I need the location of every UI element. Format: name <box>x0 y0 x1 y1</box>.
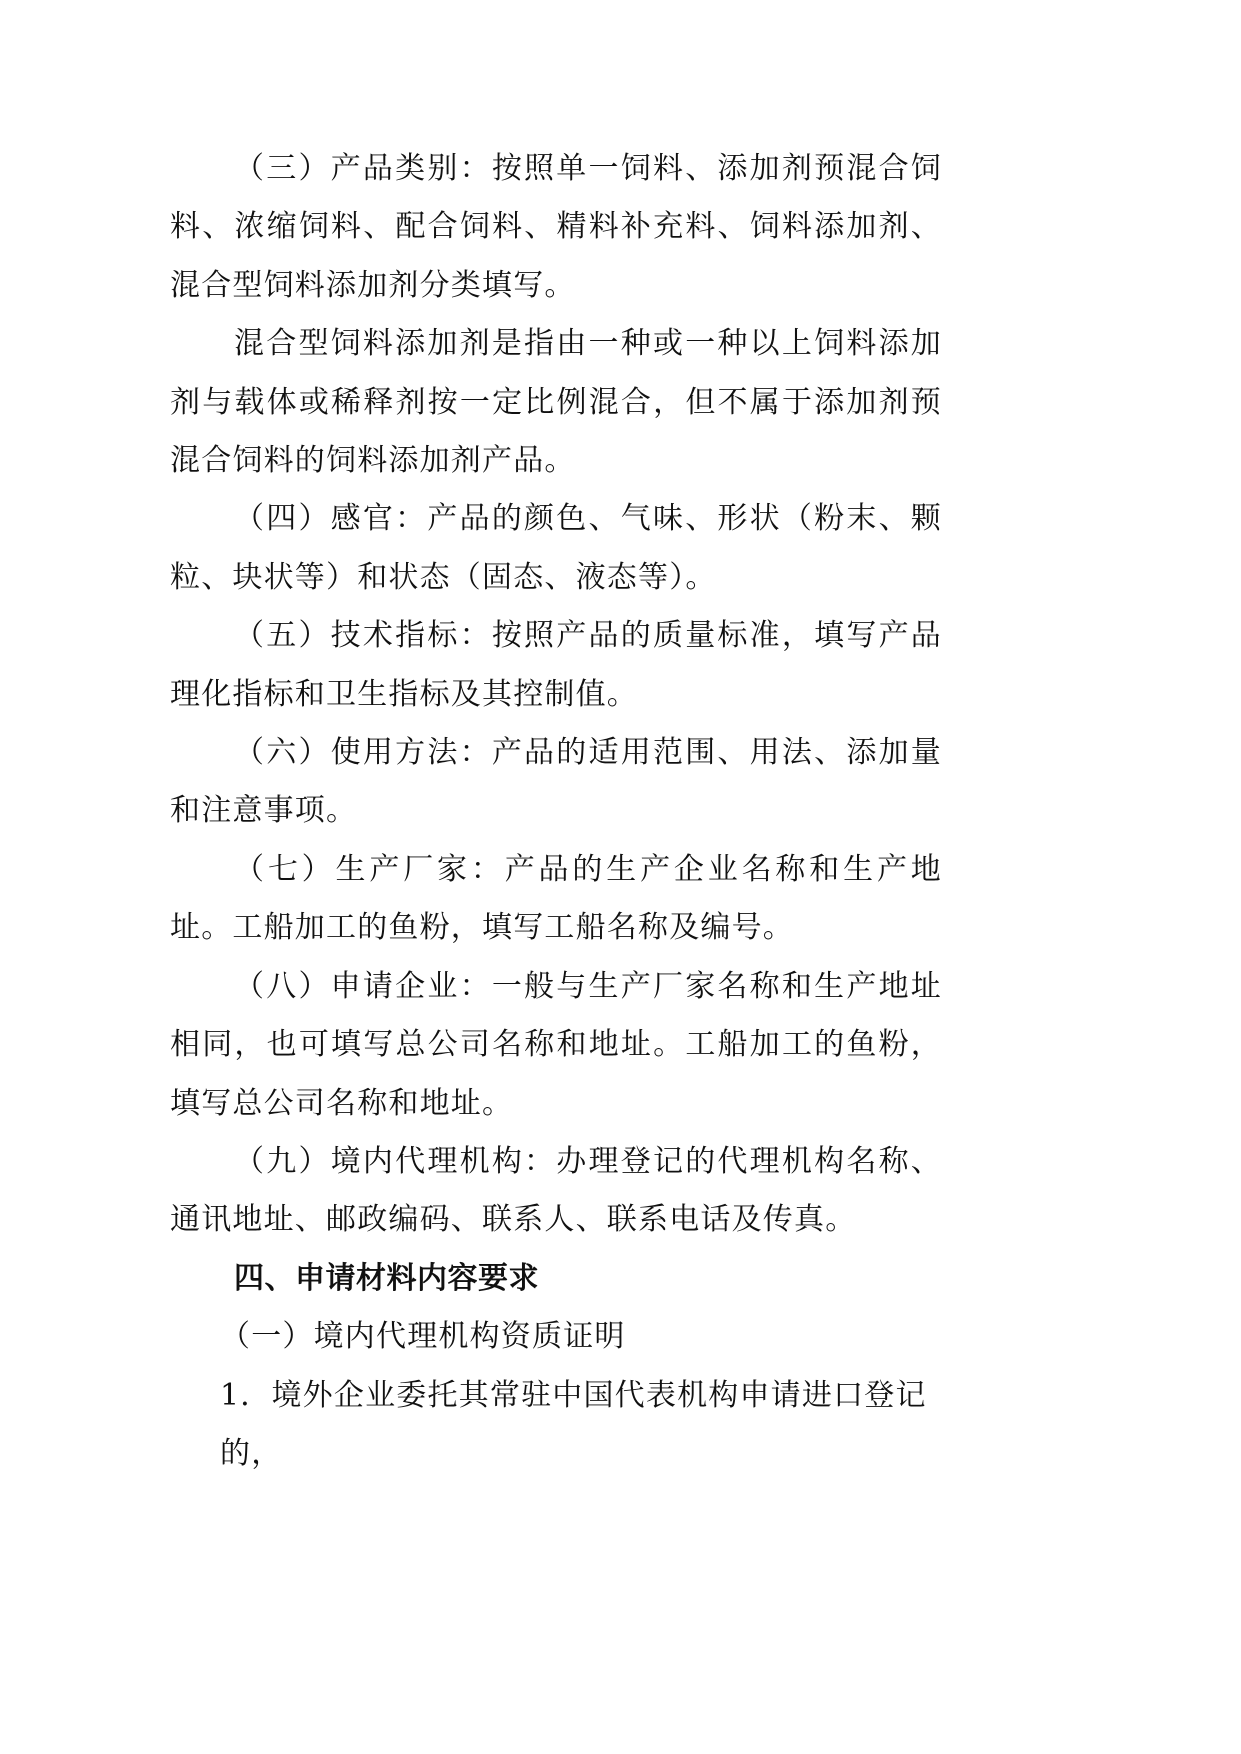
paragraph-technical-indicators: （五）技术指标：按照产品的质量标准，填写产品理化指标和卫生指标及其控制值。 <box>170 618 942 712</box>
document-page <box>170 140 942 1483</box>
paragraph-mixed-additive-definition: 混合型饲料添加剂是指由一种或一种以上饲料添加剂与载体或稀释剂按一定比例混合，但不属于添加剂预混合饲料的饲料添加剂产品。 <box>170 326 942 479</box>
paragraph-sensory: （四）感官：产品的颜色、气味、形状（粉末、颗粒、块状等）和状态（固态、液态等）。 <box>170 501 942 595</box>
paragraph-applicant: （八）申请企业：一般与生产厂家名称和生产地址相同，也可填写总公司名称和地址。工船加工的鱼粉，填写总公司名称和地址。 <box>170 968 942 1121</box>
section-heading: 四、申请材料内容要求 <box>234 1260 539 1296</box>
paragraph-usage-method: （六）使用方法：产品的适用范围、用法、添加量和注意事项。 <box>170 735 942 829</box>
paragraph-domestic-agent: （九）境内代理机构：办理登记的代理机构名称、通讯地址、邮政编码、联系人、联系电话及传真。 <box>170 1143 942 1238</box>
paragraph-product-category: （三）产品类别：按照单一饲料、添加剂预混合饲料、浓缩饲料、配合饲料、精料补充料、饲料添加剂、混合型饲料添加剂分类填写。 <box>170 151 942 303</box>
list-item: 1．境外企业委托其常驻中国代表机构申请进口登记的， <box>220 1377 927 1471</box>
subsection-heading: （一）境内代理机构资质证明 <box>220 1319 626 1355</box>
paragraph-manufacturer: （七）生产厂家：产品的生产企业名称和生产地址。工船加工的鱼粉，填写工船名称及编号。 <box>170 851 942 946</box>
